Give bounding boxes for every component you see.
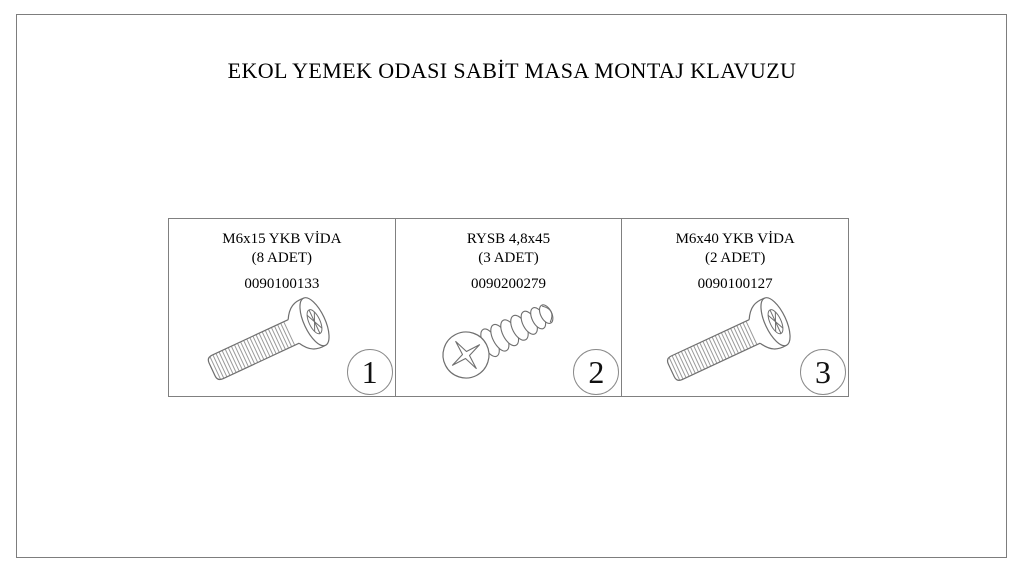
machine-screw-icon xyxy=(191,292,351,392)
machine-screw-icon xyxy=(652,292,812,392)
parts-table xyxy=(168,218,849,397)
part-cell-1 xyxy=(169,219,396,396)
part-code: 0090200279 xyxy=(471,276,546,292)
part-name: RYSB 4,8x45 xyxy=(466,231,551,247)
part-code: 0090100133 xyxy=(244,276,320,292)
part-number-badge: 2 xyxy=(573,349,619,395)
part-quantity: (8 ADET) xyxy=(251,250,313,266)
page-title: EKOL YEMEK ODASI SABİT MASA MONTAJ KLAVUZU xyxy=(227,58,797,83)
part-name: M6x15 YKB VİDA xyxy=(222,231,342,247)
part-code: 0090100127 xyxy=(697,276,773,292)
chipboard-screw-icon xyxy=(421,285,571,395)
part-number-badge: 3 xyxy=(800,349,846,395)
part-cell-3 xyxy=(622,219,848,396)
part-number-badge: 1 xyxy=(347,349,393,395)
part-quantity: (3 ADET) xyxy=(478,250,539,266)
part-name: M6x40 YKB VİDA xyxy=(675,231,795,247)
part-cell-2 xyxy=(396,219,623,396)
part-quantity: (2 ADET) xyxy=(704,250,766,266)
